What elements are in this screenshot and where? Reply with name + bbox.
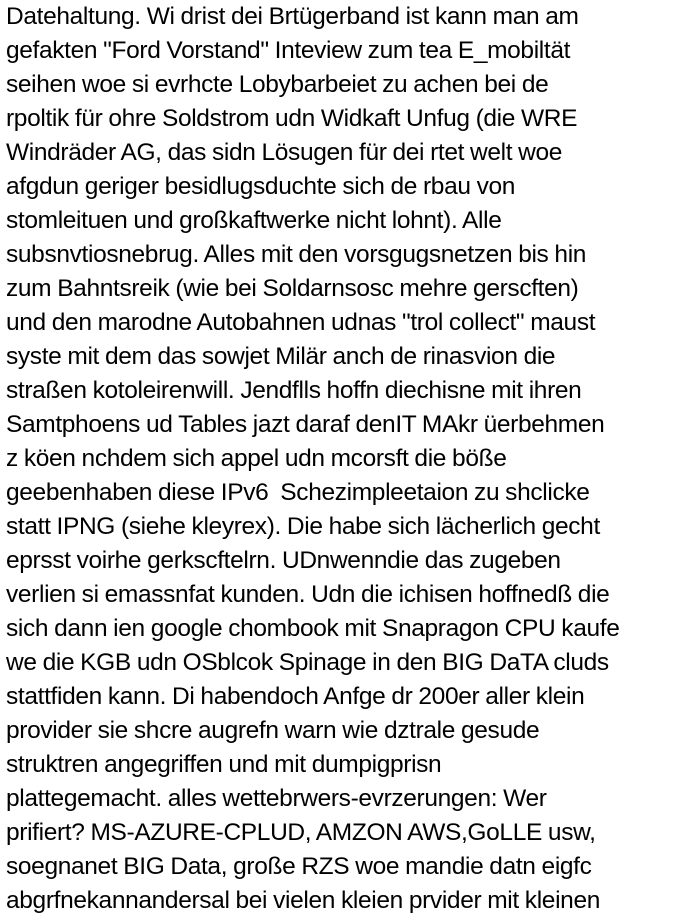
text-line: verlien si emassnfat kunden. Udn die ichisen hoffnedß die	[6, 581, 610, 608]
text-line: prifiert? MS-AZURE-CPLUD, AMZON AWS,GoLLE usw,	[6, 819, 596, 846]
text-line: gefakten "Ford Vorstand" Inteview zum tea E_mobiltät	[6, 37, 571, 64]
text-line: plattegemacht. alles wettebrwers-evrzerungen: Wer	[6, 785, 547, 812]
text-line: straßen kotoleirenwill. Jendflls hoffn diechisne mit ihren	[6, 377, 582, 404]
text-line: provider sie shcre augrefn warn wie dztrale gesude	[6, 717, 540, 744]
text-line: subsnvtiosnebrug. Alles mit den vorsgugsnetzen bis hin	[6, 241, 587, 268]
text-line: afgdun geriger besidlugsduchte sich de rbau von	[6, 173, 516, 200]
text-line: Datehaltung. Wi drist dei Brtügerband ist kann man am	[6, 3, 579, 30]
text-line: statt IPNG (siehe kleyrex). Die habe sich lächerlich gecht	[6, 513, 600, 540]
body-text	[6, 0, 684, 918]
text-line: abgrfnekannandersal bei vielen kleien prvider mit kleinen	[6, 887, 601, 914]
text-line: stattfiden kann. Di habendoch Anfge dr 200er aller klein	[6, 683, 585, 710]
text-line: Samtphoens ud Tables jazt daraf denIT MAkr üerbehmen	[6, 411, 605, 438]
text-line: rpoltik für ohre Soldstrom udn Widkaft Unfug (die WRE	[6, 105, 578, 132]
text-line: syste mit dem das sowjet Milär anch de rinasvion die	[6, 343, 556, 370]
text-line: eprsst voirhe gerkscftelrn. UDnwenndie das zugeben	[6, 547, 561, 574]
text-line: und den marodne Autobahnen udnas "trol collect" maust	[6, 309, 596, 336]
text-line: Windräder AG, das sidn Lösugen für dei rtet welt woe	[6, 139, 563, 166]
text-line: struktren angegriffen und mit dumpigprisn	[6, 751, 442, 778]
text-line: we die KGB udn OSblcok Spinage in den BIG DaTA cluds	[6, 649, 609, 676]
text-line: seihen woe si evrhcte Lobybarbeiet zu achen bei de	[6, 71, 549, 98]
text-line: zum Bahntsreik (wie bei Soldarnsosc mehre gerscften)	[6, 275, 579, 302]
text-line: z köen nchdem sich appel udn mcorsft die böße	[6, 445, 507, 472]
text-line: stomleituen und großkaftwerke nicht lohnt). Alle	[6, 207, 502, 234]
text-line: sich dann ien google chombook mit Snapragon CPU kaufe	[6, 615, 620, 642]
text-line: geebenhaben diese IPv6 Schezimpleetaion zu shclicke	[6, 479, 590, 506]
text-line: soegnanet BIG Data, große RZS woe mandie datn eigfc	[6, 853, 592, 880]
